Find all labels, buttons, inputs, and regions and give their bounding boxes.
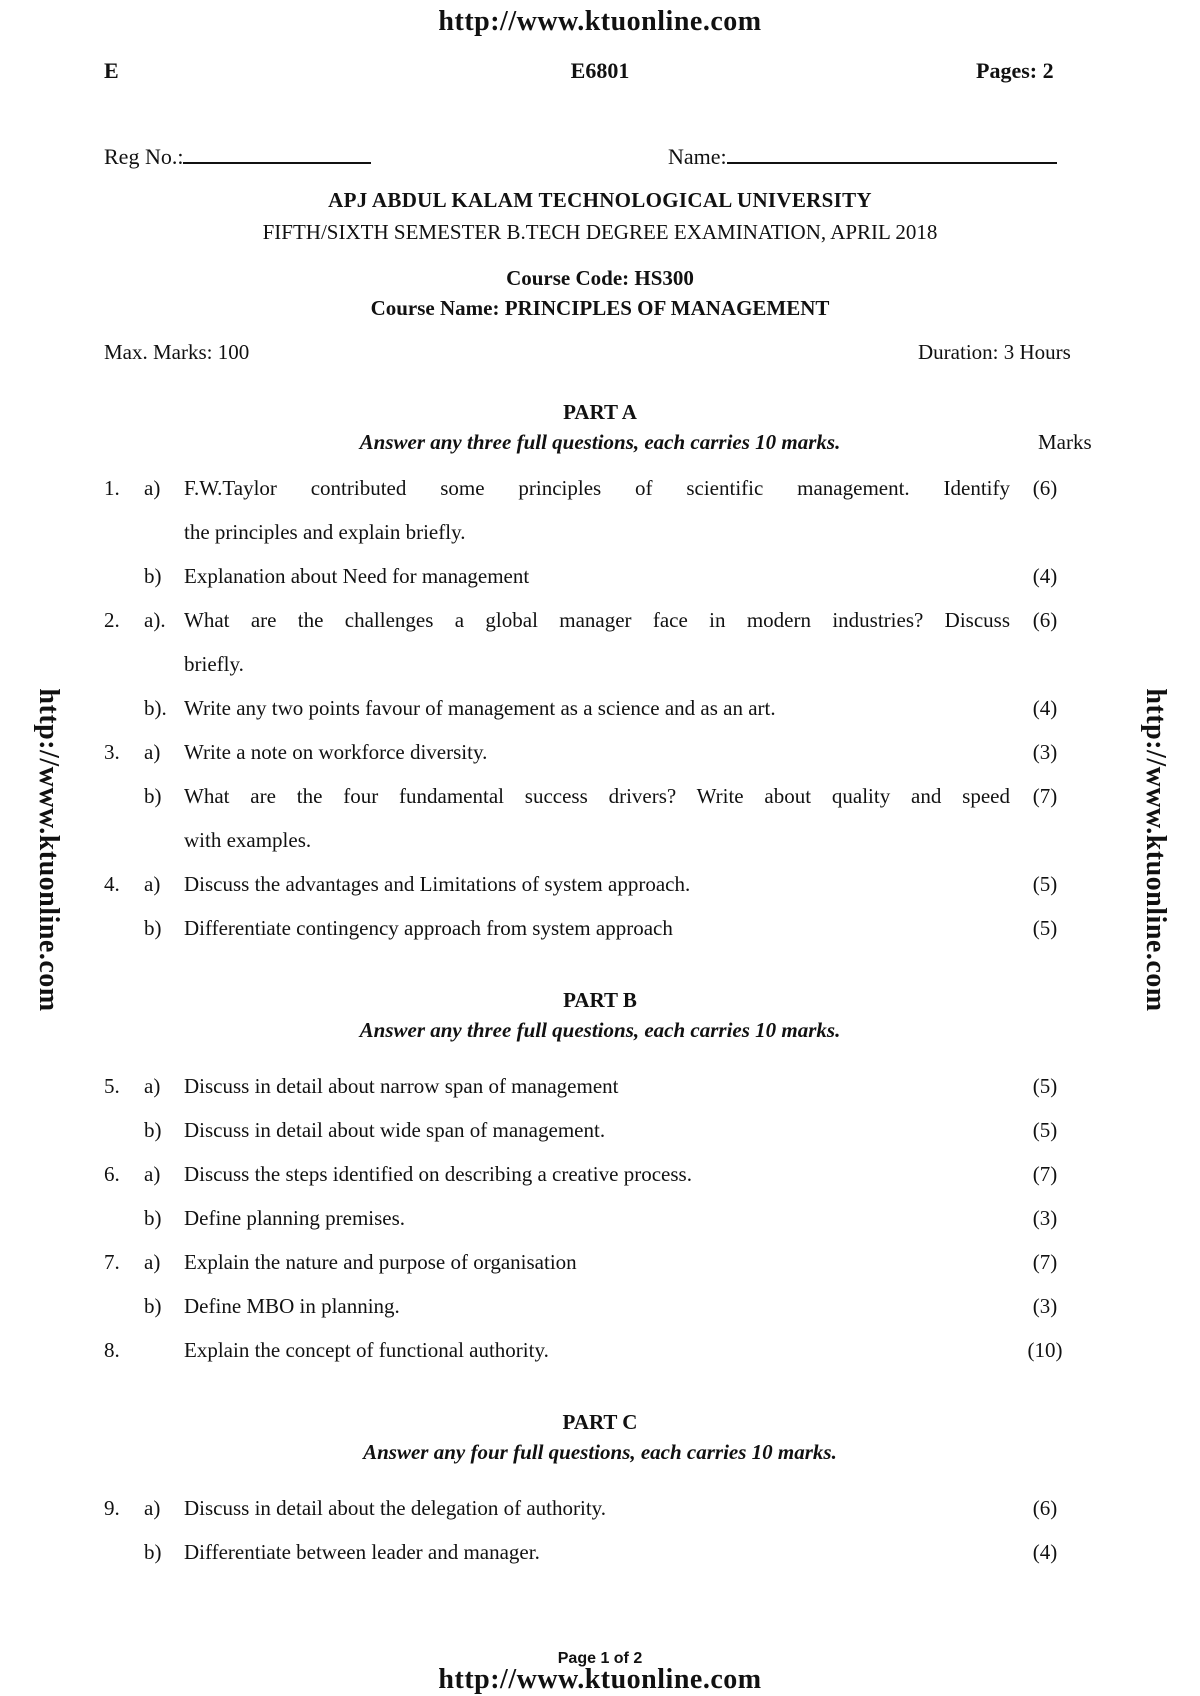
question-number [104, 686, 144, 730]
question-marks: (7) [1032, 1250, 1058, 1274]
question-sub-label: b) [144, 564, 162, 588]
question-text [184, 730, 1010, 774]
site-url-top[interactable]: http://www.ktuonline.com [438, 6, 762, 37]
paper-code: E6801 [570, 58, 630, 83]
question-number: 4. [104, 872, 120, 896]
question-text-line: Write any two points favour of management as a science and as an art. [184, 696, 776, 720]
site-url-left: http://www.ktuonline.com [33, 688, 64, 1012]
question-row [104, 1064, 1080, 1108]
question-marks: (5) [1032, 1118, 1058, 1142]
question-marks: (3) [1032, 1206, 1058, 1230]
question-number [104, 1108, 144, 1152]
reg-no-field [104, 144, 371, 170]
question-text-line: briefly. [184, 652, 244, 676]
part-b-instruction: Answer any three full questions, each carries 10 marks. [359, 1018, 841, 1042]
question-text-line: F.W.Taylor contributed some principles of scientific management. Identify [184, 476, 1010, 500]
question-sub-label: b) [144, 1206, 162, 1230]
question-row [104, 466, 1080, 554]
question-sub-label: a) [144, 1496, 161, 1520]
question-row [104, 1196, 1080, 1240]
question-marks: (4) [1032, 1540, 1058, 1564]
question-sub-label: b) [144, 1294, 162, 1318]
question-row [104, 1486, 1080, 1530]
part-a-instruction: Answer any three full questions, each carries 10 marks. [359, 430, 841, 454]
question-text-line: Differentiate between leader and manager. [184, 1540, 540, 1564]
question-sub-label: b). [144, 696, 167, 720]
question-sub-label: a) [144, 1074, 161, 1098]
question-row [104, 598, 1080, 686]
marks-heading: Marks [1038, 430, 1092, 454]
question-marks: (7) [1032, 784, 1058, 808]
question-marks: (4) [1032, 696, 1058, 720]
course-name: Course Name: PRINCIPLES OF MANAGEMENT [370, 296, 830, 320]
question-number [104, 1530, 144, 1574]
question-text-line: What are the challenges a global manager face in modern industries? Discuss [184, 608, 1010, 632]
question-sub-label: a) [144, 1250, 161, 1274]
question-text [184, 1486, 1010, 1530]
question-number: 1. [104, 476, 120, 500]
question-number: 5. [104, 1074, 120, 1098]
part-a-questions [104, 466, 1080, 950]
question-text-line: with examples. [184, 828, 312, 852]
name-field [668, 144, 1057, 170]
page-number: Page 1 of 2 [557, 1650, 643, 1667]
question-number [104, 1196, 144, 1240]
page-count: Pages: 2 [976, 58, 1054, 83]
question-sub-label: a) [144, 1162, 161, 1186]
question-text [184, 1530, 1010, 1574]
question-text-line: Define MBO in planning. [184, 1294, 400, 1318]
reg-no-label: Reg No.: [104, 144, 184, 169]
question-text [184, 1108, 1010, 1152]
question-text-line: Define planning premises. [184, 1206, 406, 1230]
question-row [104, 1530, 1080, 1574]
question-number: 2. [104, 608, 120, 632]
site-url-bottom[interactable]: http://www.ktuonline.com [438, 1664, 762, 1695]
question-text-line: Discuss in detail about narrow span of management [184, 1074, 619, 1098]
question-row [104, 906, 1080, 950]
question-number [104, 906, 144, 950]
question-row [104, 862, 1080, 906]
question-marks: (6) [1032, 476, 1058, 500]
question-text-line: Discuss in detail about the delegation of authority. [184, 1496, 607, 1520]
part-c-questions [104, 1486, 1080, 1574]
question-row [104, 1328, 1080, 1372]
part-b-questions [104, 1064, 1080, 1372]
question-text [184, 554, 1010, 598]
question-text-line: What are the four fundamental success drivers? Write about quality and speed [184, 784, 1010, 808]
question-number [104, 554, 144, 598]
question-text [184, 598, 1010, 686]
question-marks: (3) [1032, 1294, 1058, 1318]
question-text [184, 1284, 1010, 1328]
duration: Duration: 3 Hours [918, 340, 1071, 364]
question-row [104, 1284, 1080, 1328]
set-code: E [104, 58, 119, 83]
course-code: Course Code: HS300 [506, 266, 694, 290]
question-row [104, 774, 1080, 862]
name-blank [727, 162, 1057, 164]
question-text [184, 906, 1010, 950]
part-c-instruction: Answer any four full questions, each carries 10 marks. [363, 1440, 837, 1464]
question-marks: (10) [1027, 1338, 1063, 1362]
question-text [184, 686, 1010, 730]
question-sub-label [144, 1328, 184, 1372]
question-sub-label: b) [144, 1118, 162, 1142]
question-text-line: Discuss the steps identified on describing a creative process. [184, 1162, 692, 1186]
question-text-line: Discuss the advantages and Limitations of system approach. [184, 872, 691, 896]
question-sub-label: a) [144, 476, 161, 500]
question-sub-label: a) [144, 740, 161, 764]
question-marks: (3) [1032, 740, 1058, 764]
university-name: APJ ABDUL KALAM TECHNOLOGICAL UNIVERSITY [328, 188, 872, 212]
question-text-line: Differentiate contingency approach from system approach [184, 916, 673, 940]
question-row [104, 554, 1080, 598]
exam-title: FIFTH/SIXTH SEMESTER B.TECH DEGREE EXAMINATION, APRIL 2018 [262, 220, 938, 244]
part-c-title: PART C [562, 1410, 638, 1434]
question-text [184, 1064, 1010, 1108]
question-row [104, 730, 1080, 774]
question-marks: (5) [1032, 1074, 1058, 1098]
question-number: 9. [104, 1496, 120, 1520]
part-b-title: PART B [563, 988, 637, 1012]
question-marks: (4) [1032, 564, 1058, 588]
question-sub-label: b) [144, 916, 162, 940]
question-row [104, 1108, 1080, 1152]
question-text-line: Explain the concept of functional authority. [184, 1338, 549, 1362]
question-sub-label: b) [144, 784, 162, 808]
question-row [104, 1240, 1080, 1284]
question-number: 7. [104, 1250, 120, 1274]
site-url-right: http://www.ktuonline.com [1140, 688, 1171, 1012]
question-row [104, 686, 1080, 730]
question-marks: (5) [1032, 916, 1058, 940]
question-sub-label: a). [144, 608, 166, 632]
question-text-line: Explain the nature and purpose of organisation [184, 1250, 577, 1274]
question-text [184, 1328, 1010, 1372]
question-marks: (6) [1032, 608, 1058, 632]
question-text [184, 466, 1010, 554]
question-number [104, 1284, 144, 1328]
question-text-line: Discuss in detail about wide span of management. [184, 1118, 606, 1142]
part-a-title: PART A [563, 400, 637, 424]
question-sub-label: a) [144, 872, 161, 896]
question-number: 6. [104, 1162, 120, 1186]
question-text [184, 1152, 1010, 1196]
question-text-line: Explanation about Need for management [184, 564, 530, 588]
question-number: 3. [104, 740, 120, 764]
reg-no-blank [183, 162, 371, 164]
question-marks: (7) [1032, 1162, 1058, 1186]
question-text [184, 774, 1010, 862]
question-marks: (5) [1032, 872, 1058, 896]
question-text-line: Write a note on workforce diversity. [184, 740, 488, 764]
question-sub-label: b) [144, 1540, 162, 1564]
name-label: Name: [668, 144, 727, 169]
question-text-line: the principles and explain briefly. [184, 520, 466, 544]
question-text [184, 862, 1010, 906]
question-row [104, 1152, 1080, 1196]
question-marks: (6) [1032, 1496, 1058, 1520]
question-number: 8. [104, 1338, 120, 1362]
question-text [184, 1196, 1010, 1240]
question-text [184, 1240, 1010, 1284]
max-marks: Max. Marks: 100 [104, 340, 250, 364]
question-number [104, 774, 144, 862]
